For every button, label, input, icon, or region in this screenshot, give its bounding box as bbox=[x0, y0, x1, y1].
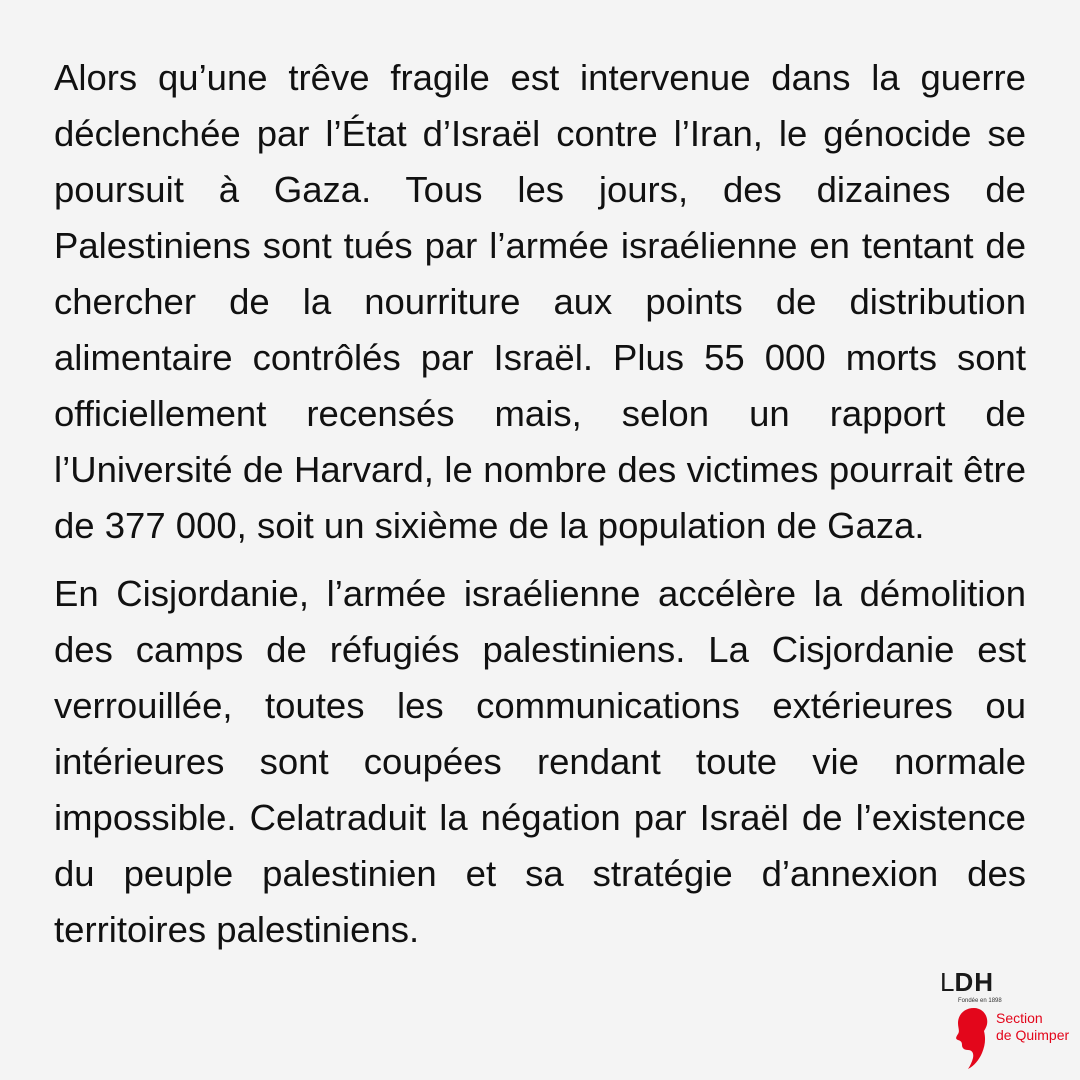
logo-section-name bbox=[996, 1010, 1069, 1044]
marianne-figure-icon bbox=[952, 1006, 992, 1070]
logo-section-line2: de Quimper bbox=[996, 1027, 1070, 1043]
logo-acronym-dh: DH bbox=[954, 967, 995, 997]
logo-section-line1: Section bbox=[996, 1010, 1043, 1026]
article-text bbox=[54, 50, 1026, 958]
logo-founded-text: Fondée en 1898 bbox=[958, 998, 1002, 1004]
logo-acronym-l: L bbox=[940, 967, 955, 997]
paragraph-gaza: Alors qu’une trêve fragile est intervenue dans la guerre déclenchée par l’État d’Israël contre l’Iran, le génocide se poursuit à Gaza. Tous les jours, des dizaines de Palestiniens sont tués par l’armée israélienne en tentant de chercher de la nourriture aux points de distribution alimentaire contrôlés par Israël. Plus 55 000 morts sont officiellement recensés mais, selon un rapport de l’Université de Harvard, le nombre des victimes pourrait être de 377 000, soit un sixième de la population de Gaza. bbox=[54, 57, 1026, 546]
logo-acronym bbox=[940, 968, 994, 996]
ldh-logo bbox=[938, 968, 1068, 1072]
paragraph-cisjordanie: En Cisjordanie, l’armée israélienne accélère la démolition des camps de réfugiés palestiniens. La Cisjordanie est verrouillée, toutes les communications extérieures ou intérieures sont coupées rendant toute vie normale impossible. Celatraduit la négation par Israël de l’existence du peuple palestinien et sa stratégie d’annexion des territoires palestiniens. bbox=[54, 573, 1026, 950]
